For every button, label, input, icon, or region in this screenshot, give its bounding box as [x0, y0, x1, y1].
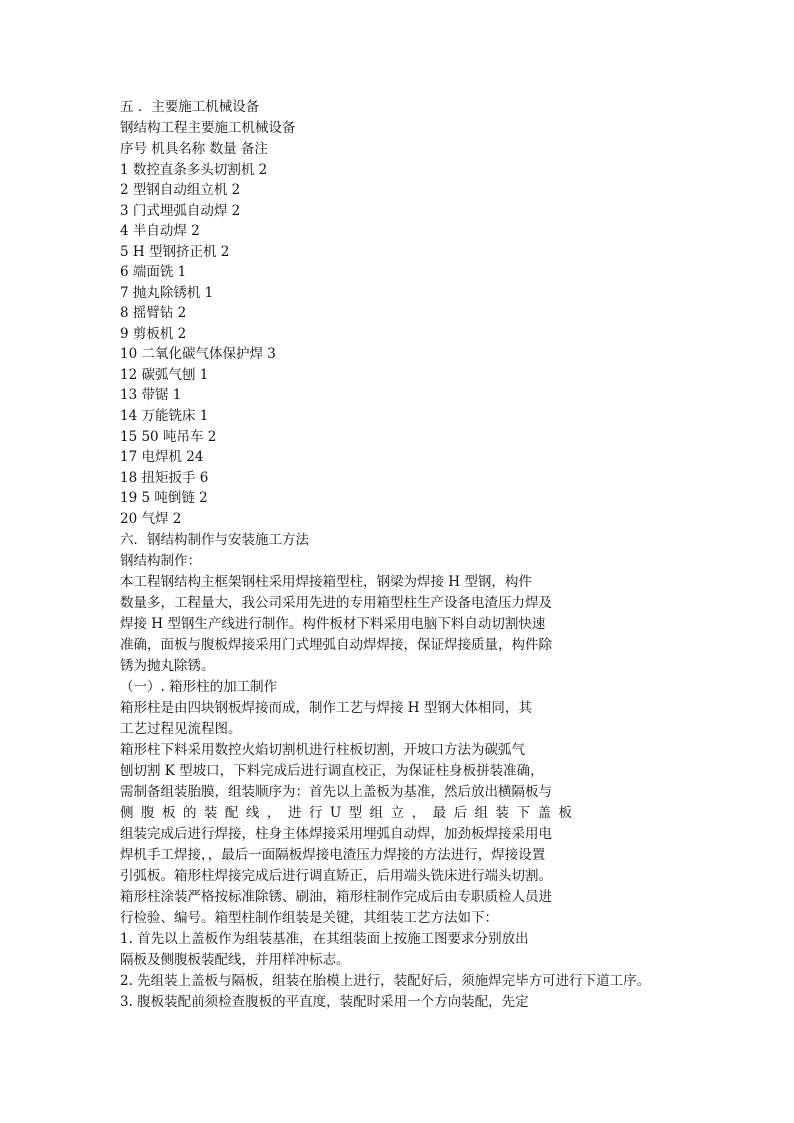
body-text-line: 组装完成后进行焊接，柱身主体焊接采用埋弧自动焊，加劲板焊接采用电: [120, 826, 552, 842]
table-title: 钢结构工程主要施工机械设备: [120, 120, 296, 136]
body-text-line: 需制备组装胎膜，组装顺序为：首先以上盖板为基准，然后放出横隔板与: [120, 784, 552, 800]
body-text-line: 箱形柱涂装严格按标准除锈、刷油，箱形柱制作完成后由专职质检人员进: [120, 889, 552, 905]
equipment-row: 20 气焊 2: [120, 511, 182, 527]
body-text-line: 准确，面板与腹板焊接采用门式埋弧自动焊焊接，保证焊接质量，构件除: [120, 637, 552, 653]
section-heading: 五 ．主要施工机械设备: [120, 99, 260, 115]
equipment-row: 9 剪板机 2: [120, 326, 187, 342]
equipment-row: 18 扭矩扳手 6: [120, 470, 209, 486]
equipment-row: 5 H 型钢挤正机 2: [120, 244, 230, 260]
body-text-line: 工艺过程见流程图。: [120, 721, 242, 737]
equipment-row: 3 门式埋弧自动焊 2: [120, 203, 241, 219]
body-text-line: 箱形柱是由四块钢板焊接而成，制作工艺与焊接 H 型钢大体相同，其: [120, 700, 532, 716]
equipment-row: 8 摇臂钻 2: [120, 305, 187, 321]
body-text-line: 箱形柱下料采用数控火焰切割机进行柱板切割，开坡口方法为碳弧气: [120, 742, 525, 758]
equipment-row: 12 碳弧气刨 1: [120, 367, 209, 383]
numbered-step: 2. 先组装上盖板与隔板，组装在胎模上进行，装配好后，须施焊完毕方可进行下道工序。: [120, 973, 651, 989]
equipment-row: 4 半自动焊 2: [120, 223, 200, 239]
body-text-line: 刨切割 K 型坡口，下料完成后进行调直校正，为保证柱身板拼装准确，: [120, 763, 544, 779]
equipment-row: 2 型钢自动组立机 2: [120, 182, 241, 198]
body-text-line: 行检验、编号。箱型柱制作组装是关键，其组装工艺方法如下：: [120, 910, 498, 926]
section-heading: 六．钢结构制作与安装施工方法: [120, 532, 309, 548]
equipment-row: 15 50 吨吊车 2: [120, 429, 217, 445]
table-header: 序号 机具名称 数量 备注: [120, 141, 268, 157]
equipment-row: 1 数控直条多头切割机 2: [120, 162, 268, 178]
subsection-heading: （一）. 箱形柱的加工制作: [120, 679, 278, 695]
body-text-line: 引弧板。箱形柱焊接完成后进行调直矫正，后用端头铣床进行端头切割。: [120, 868, 552, 884]
equipment-row: 6 端面铣 1: [120, 264, 187, 280]
numbered-step: 3. 腹板装配前须检查腹板的平直度，装配时采用一个方向装配，先定: [120, 994, 529, 1010]
body-text-line: 侧腹板的装配线，进行U型组立，最后组装下盖板: [120, 805, 572, 821]
body-text-line: 数量多，工程量大，我公司采用先进的专用箱型柱生产设备电渣压力焊及: [120, 595, 552, 611]
body-text-line: 锈为抛丸除锈。: [120, 658, 215, 674]
equipment-row: 14 万能铣床 1: [120, 408, 209, 424]
equipment-row: 13 带锯 1: [120, 387, 182, 403]
numbered-step: 1. 首先以上盖板作为组装基准，在其组装面上按施工图要求分别放出: [120, 931, 529, 947]
equipment-row: 10 二氧化碳气体保护焊 3: [120, 346, 276, 362]
equipment-row: 7 抛丸除锈机 1: [120, 285, 214, 301]
equipment-row: 19 5 吨倒链 2: [120, 490, 208, 506]
body-text-line: 焊机手工焊接，，最后一面隔板焊接电渣压力焊接的方法进行，焊接设置: [120, 847, 546, 863]
body-text-line: 本工程钢结构主框架钢柱采用焊接箱型柱，钢梁为焊接 H 型钢，构件: [120, 574, 532, 590]
body-text-line: 焊接 H 型钢生产线进行制作。构件板材下料采用电脑下料自动切割快速: [120, 616, 546, 632]
equipment-row: 17 电焊机 24: [120, 449, 204, 465]
body-text-line: 隔板及侧腹板装配线，并用样冲标志。: [120, 952, 350, 968]
body-text-line: 钢结构制作：: [120, 553, 201, 569]
